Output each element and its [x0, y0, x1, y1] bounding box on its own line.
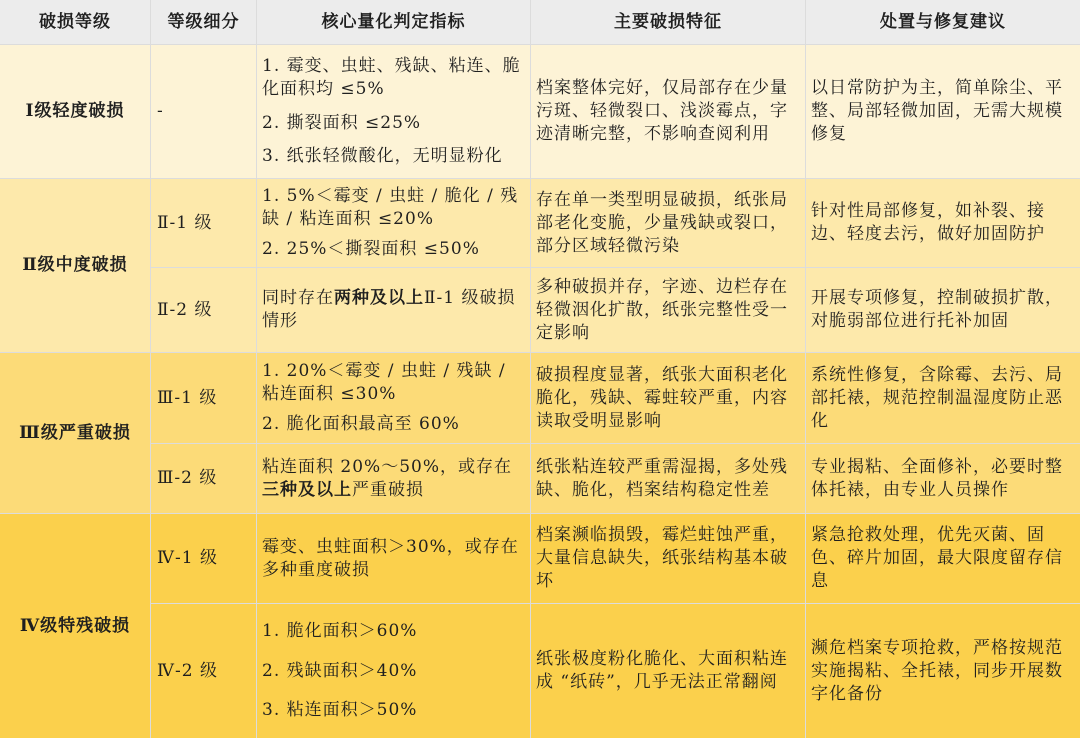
indicator-item: 2. 脆化面积最高至 60%: [262, 414, 460, 434]
feature-text: 破损程度显著，纸张大面积老化脆化，残缺、霉蛀较严重，内容读取受明显影响: [536, 364, 788, 431]
indicator-item: [262, 456, 525, 502]
level-2-1-subdivision: Ⅱ-1 级: [151, 179, 256, 267]
level-1-advice: [806, 45, 1080, 178]
level-2-2-features: [531, 268, 805, 352]
level-4-1-subdivision: Ⅳ-1 级: [151, 514, 256, 603]
indicator-item: 1. 霉变、虫蛀、残缺、粘连、脆化面积均 ≤5%: [262, 56, 521, 100]
header-indicators: 核心量化判定指标: [257, 0, 530, 44]
advice-text: 以日常防护为主，简单除尘、平整、局部轻微加固，无需大规模修复: [811, 78, 1063, 144]
feature-text: 档案整体完好，仅局部存在少量污斑、轻微裂口、浅淡霉点，字迹清晰完整，不影响查阅利用: [536, 78, 788, 144]
level-2-1-advice: [806, 179, 1080, 267]
indicator-text: 粘连面积 20%～50%，或存在: [262, 456, 512, 477]
level-2-1-indicators: [257, 179, 530, 267]
level-4-2-subdivision: Ⅳ-2 级: [151, 604, 256, 738]
advice-text: 开展专项修复，控制破损扩散，对脆弱部位进行托补加固: [811, 288, 1063, 331]
feature-text: 存在单一类型明显破损，纸张局部老化变脆，少量残缺或裂口，部分区域轻微污染: [536, 189, 788, 256]
level-1-name: Ⅰ级轻度破损: [0, 45, 150, 178]
level-4-2-advice: [806, 604, 1080, 738]
level-1-subdivision: -: [151, 45, 256, 178]
level-3-1-features: [531, 353, 805, 443]
header-features: 主要破损特征: [531, 0, 805, 44]
level-4-1-features: [531, 514, 805, 603]
level-2-2-subdivision: Ⅱ-2 级: [151, 268, 256, 352]
feature-text: 纸张粘连较严重需湿揭，多处残缺、脆化，档案结构稳定性差: [536, 456, 788, 500]
level-3-1-advice: [806, 353, 1080, 443]
indicator-item: 3. 纸张轻微酸化，无明显粉化: [262, 145, 503, 166]
indicator-item: 1. 20%＜霉变 / 虫蛀 / 残缺 / 粘连面积 ≤30%: [262, 361, 506, 404]
level-3-name: Ⅲ级严重破损: [0, 353, 150, 513]
indicator-emphasis: 两种及以上: [334, 288, 424, 308]
level-4-2-indicators: [257, 604, 530, 738]
feature-text: 多种破损并存，字迹、边栏存在轻微洇化扩散，纸张完整性受一定影响: [536, 276, 788, 343]
indicator-item: 2. 残缺面积＞40%: [262, 660, 418, 681]
level-2-1-features: [531, 179, 805, 267]
indicator-item: 1. 脆化面积＞60%: [262, 621, 418, 642]
level-3-1-subdivision: Ⅲ-1 级: [151, 353, 256, 443]
header-subdivision: 等级细分: [151, 0, 256, 44]
indicator-item: 1. 5%＜霉变 / 虫蛀 / 脆化 / 残缺 / 粘连面积 ≤20%: [262, 186, 519, 230]
feature-text: 档案濒临损毁，霉烂蛀蚀严重，大量信息缺失，纸张结构基本破坏: [536, 525, 788, 591]
advice-text: 系统性修复，含除霉、去污、局部托裱，规范控制温湿度防止恶化: [811, 364, 1063, 431]
advice-text: 针对性局部修复，如补裂、接边、轻度去污，做好加固防护: [811, 201, 1045, 244]
indicator-text: 严重破损: [352, 479, 424, 500]
indicator-item: 2. 撕裂面积 ≤25%: [262, 112, 422, 133]
level-4-2-features: [531, 604, 805, 738]
level-4-1-advice: [806, 514, 1080, 603]
level-3-2-features: [531, 444, 805, 513]
level-1-features: [531, 45, 805, 178]
indicator-item: 3. 粘连面积＞50%: [262, 699, 418, 720]
level-2-name: Ⅱ级中度破损: [0, 179, 150, 352]
feature-text: 纸张极度粉化脆化、大面积粘连成 “纸砖”，几乎无法正常翻阅: [536, 649, 788, 692]
level-2-2-advice: [806, 268, 1080, 352]
indicator-text: Ⅱ-1 级破损情形: [262, 288, 516, 331]
level-3-2-indicators: [257, 444, 530, 513]
level-3-1-indicators: [257, 353, 530, 443]
level-1-indicators: [257, 45, 530, 178]
indicator-item: [262, 287, 525, 333]
level-3-2-subdivision: Ⅲ-2 级: [151, 444, 256, 513]
advice-text: 紧急抢救处理，优先灭菌、固色、碎片加固，最大限度留存信息: [811, 525, 1063, 591]
level-3-2-advice: [806, 444, 1080, 513]
indicator-emphasis: 三种及以上: [262, 479, 352, 500]
header-damage-level: 破损等级: [0, 0, 150, 44]
indicator-item: 霉变、虫蛀面积＞30%，或存在多种重度破损: [262, 536, 519, 580]
level-2-2-indicators: [257, 268, 530, 352]
advice-text: 专业揭粘、全面修补，必要时整体托裱，由专业人员操作: [811, 456, 1063, 500]
level-4-1-indicators: [257, 514, 530, 603]
indicator-item: 2. 25%＜撕裂面积 ≤50%: [262, 238, 480, 259]
advice-text: 濒危档案专项抢救，严格按规范实施揭粘、全托裱，同步开展数字化备份: [811, 637, 1063, 704]
level-4-name: Ⅳ级特残破损: [0, 514, 150, 738]
header-advice: 处置与修复建议: [806, 0, 1080, 44]
indicator-text: 同时存在: [262, 288, 334, 308]
